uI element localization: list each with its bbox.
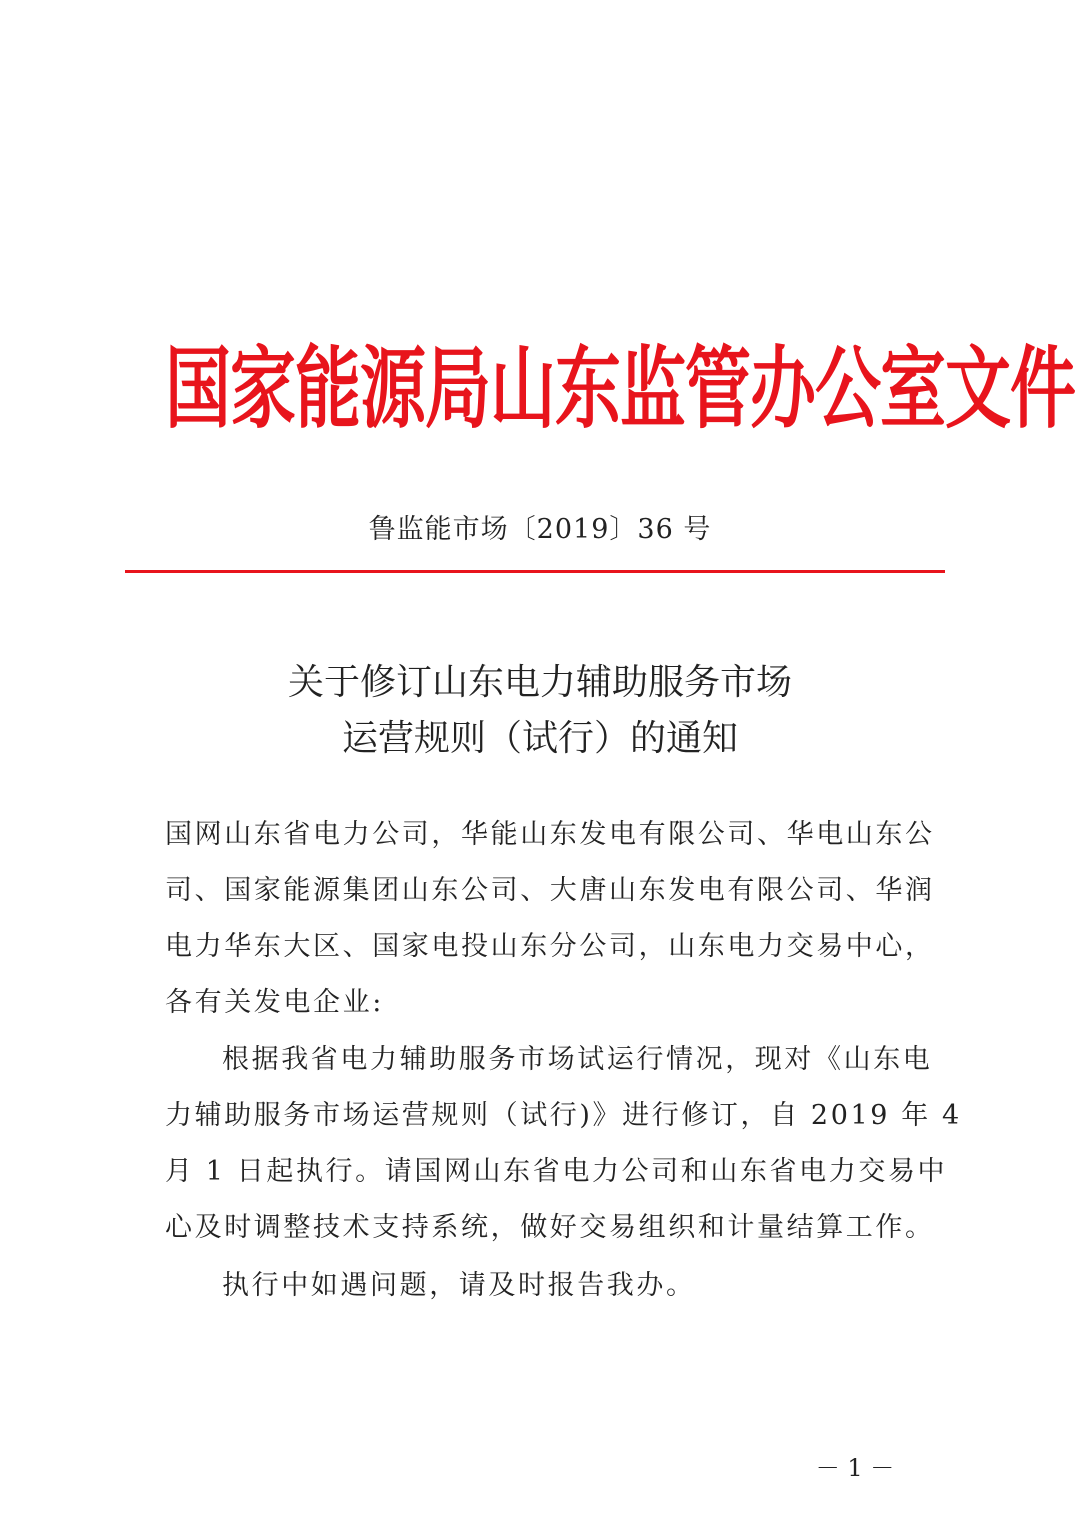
recipients-line-4: 各有关发电企业: [165,987,384,1018]
paragraph-1-line-3: 月 1 日起执行。请国网山东省电力公司和山东省电力交易中 [165,1156,948,1187]
notice-title-line-2: 运营规则（试行）的通知 [341,718,738,759]
page-number: － 1 － [815,1454,895,1482]
notice-title-line-1: 关于修订山东电力辅助服务市场 [287,662,792,703]
issuer-header-title: 国家能源局山东监管办公室文件 [165,337,1075,442]
paragraph-1-line-2: 力辅助服务市场运营规则（试行)》进行修订，自 2019 年 4 [165,1100,962,1131]
document-number: 鲁监能市场〔2019〕36 号 [368,514,712,545]
paragraph-2-line-1: 执行中如遇问题，请及时报告我办。 [222,1270,696,1301]
recipients-line-2: 司、国家能源集团山东公司、大唐山东发电有限公司、华润 [165,875,935,906]
recipients-line-1: 国网山东省电力公司，华能山东发电有限公司、华电山东公 [165,819,935,850]
red-divider-line [125,570,945,573]
paragraph-1-line-4: 心及时调整技术支持系统，做好交易组织和计量结算工作。 [165,1212,935,1243]
paragraph-1-line-1: 根据我省电力辅助服务市场试运行情况，现对《山东电 [222,1044,933,1075]
recipients-line-3: 电力华东大区、国家电投山东分公司，山东电力交易中心， [165,931,935,962]
